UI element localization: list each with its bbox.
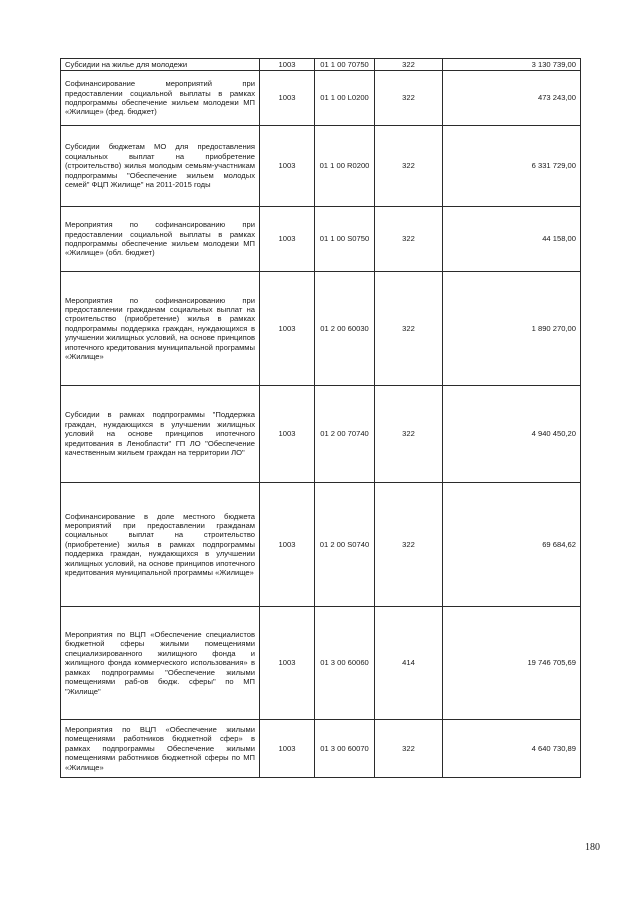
row-expense-type: 322 — [375, 71, 443, 126]
row-expense-type: 322 — [375, 483, 443, 607]
row-amount: 6 331 729,00 — [443, 126, 581, 207]
row-section-code: 1003 — [260, 207, 315, 272]
row-amount: 69 684,62 — [443, 483, 581, 607]
row-amount: 4 640 730,89 — [443, 720, 581, 778]
table-row — [61, 386, 581, 483]
row-expense-type: 322 — [375, 126, 443, 207]
row-description: Мероприятия по ВЦП «Обеспечение жилыми помещениями работников бюджетной сфер» в рамках подпрограммы Обеспечение жилыми помещениями работников бюджетной сферы по МП «Жилище» — [61, 720, 260, 778]
row-expense-type: 414 — [375, 607, 443, 720]
table-row — [61, 126, 581, 207]
row-section-code: 1003 — [260, 607, 315, 720]
row-description: Субсидии на жилье для молодежи — [61, 59, 260, 71]
row-amount: 4 940 450,20 — [443, 386, 581, 483]
row-section-code: 1003 — [260, 126, 315, 207]
row-section-code: 1003 — [260, 386, 315, 483]
row-amount: 3 130 739,00 — [443, 59, 581, 71]
table-row — [61, 207, 581, 272]
row-expense-type: 322 — [375, 207, 443, 272]
row-amount: 19 746 705,69 — [443, 607, 581, 720]
table-row — [61, 483, 581, 607]
row-expense-type: 322 — [375, 59, 443, 71]
row-section-code: 1003 — [260, 59, 315, 71]
table-row — [61, 59, 581, 71]
table-row — [61, 272, 581, 386]
row-description: Мероприятия по софинансированию при предоставлении гражданам социальных выплат на строительство (приобретение) жилья в рамках подпрограммы поддержка граждан, нуждающихся в улучшении жилищных условий, на основе принципов ипотечного кредитования муниципальной программы «Жилище» — [61, 272, 260, 386]
row-target-code: 01 2 00 60030 — [315, 272, 375, 386]
row-description: Софинансирование мероприятий при предоставлении социальной выплаты в рамках подпрограммы обеспечение жильем молодежи МП «Жилище» (фед. бюджет) — [61, 71, 260, 126]
row-expense-type: 322 — [375, 386, 443, 483]
table-row — [61, 720, 581, 778]
table-row — [61, 71, 581, 126]
row-description: Мероприятия по ВЦП «Обеспечение специалистов бюджетной сферы жилыми помещениями специализированного жилищного фонда и жилищного фонда коммерческого использования» в рамках подпрограммы "Обеспечение жилыми помещениями раб-ов бюдж. сферы" по МП "Жилище" — [61, 607, 260, 720]
row-target-code: 01 1 00 70750 — [315, 59, 375, 71]
row-amount: 44 158,00 — [443, 207, 581, 272]
row-description: Мероприятия по софинансированию при предоставлении социальной выплаты в рамках подпрограммы обеспечение жильем молодежи МП «Жилище» (обл. бюджет) — [61, 207, 260, 272]
row-expense-type: 322 — [375, 272, 443, 386]
page-number: 180 — [585, 842, 600, 853]
row-target-code: 01 2 00 70740 — [315, 386, 375, 483]
row-section-code: 1003 — [260, 71, 315, 126]
row-description: Субсидии бюджетам МО для предоставления социальных выплат на приобретение (строительство) жилья молодым семьям-участникам подпрограммы "Обеспечение жильем молодых семей" ФЦП Жилище" на 2011-2015 годы — [61, 126, 260, 207]
budget-table — [60, 58, 581, 778]
table-row — [61, 607, 581, 720]
row-amount: 1 890 270,00 — [443, 272, 581, 386]
row-target-code: 01 1 00 L0200 — [315, 71, 375, 126]
row-target-code: 01 1 00 R0200 — [315, 126, 375, 207]
row-target-code: 01 1 00 S0750 — [315, 207, 375, 272]
row-target-code: 01 3 00 60070 — [315, 720, 375, 778]
row-target-code: 01 3 00 60060 — [315, 607, 375, 720]
row-description: Софинансирование в доле местного бюджета мероприятий при предоставлении гражданам социальных выплат на строительство (приобретение) жилья в рамках подпрограммы поддержка граждан, нуждающихся в улучшении жилищных условий, на основе принципов ипотечного кредитования муниципальной программы «Жилище» — [61, 483, 260, 607]
row-description: Субсидии в рамках подпрограммы "Поддержка граждан, нуждающихся в улучшении жилищных условий на основе принципов ипотечного кредитования в Ленобласти" ГП ЛО "Обеспечение качественным жильем граждан на территории ЛО" — [61, 386, 260, 483]
row-amount: 473 243,00 — [443, 71, 581, 126]
row-section-code: 1003 — [260, 483, 315, 607]
row-expense-type: 322 — [375, 720, 443, 778]
row-section-code: 1003 — [260, 272, 315, 386]
row-target-code: 01 2 00 S0740 — [315, 483, 375, 607]
row-section-code: 1003 — [260, 720, 315, 778]
